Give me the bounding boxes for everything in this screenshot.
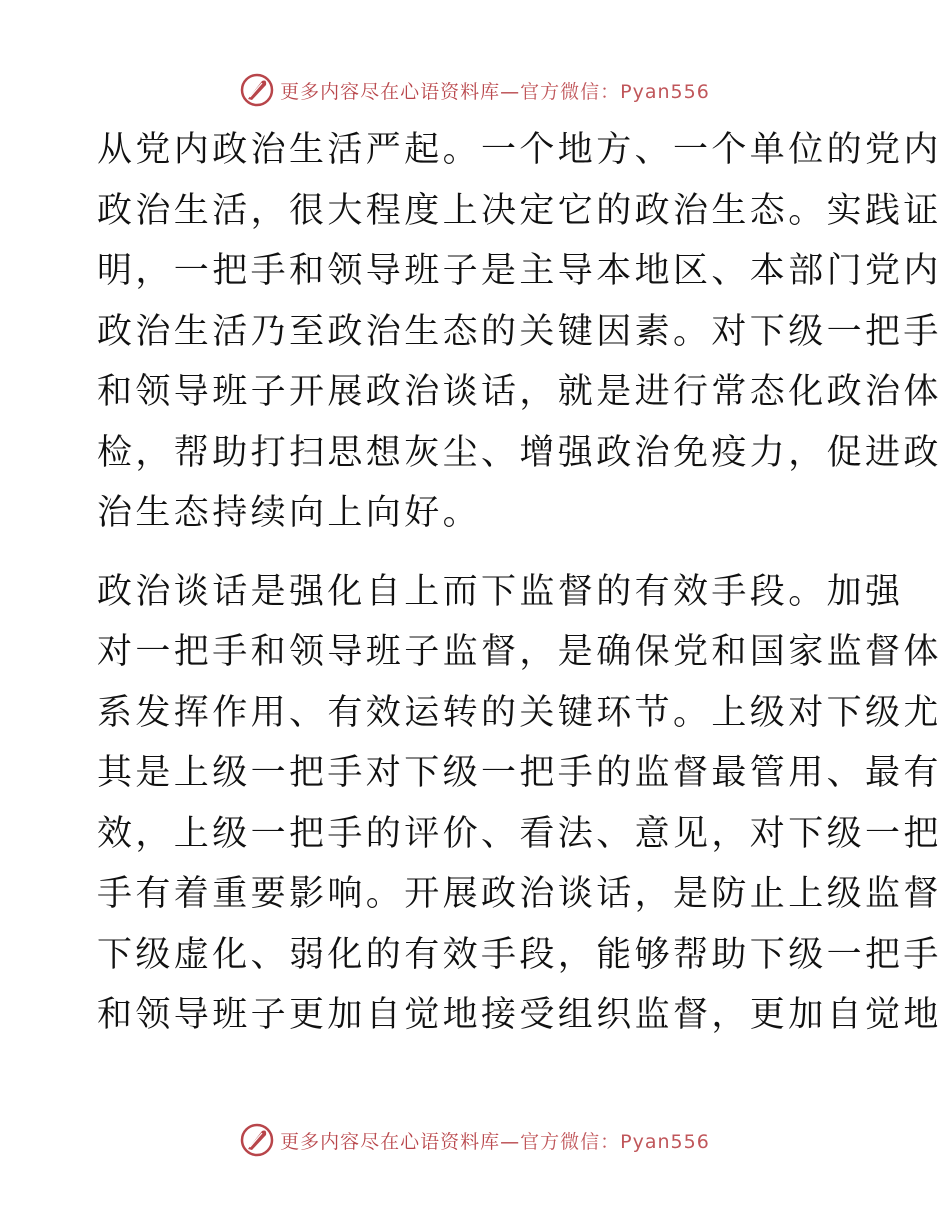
feather-pen-logo-icon xyxy=(240,1123,274,1157)
text-line: 从党内政治生活严起。一个地方、一个单位的党内 xyxy=(97,130,942,170)
header-banner-main: 更多内容尽在心语资料库 xyxy=(280,80,501,103)
text-line: 明，一把手和领导班子是主导本地区、本部门党内 xyxy=(97,251,942,291)
text-line: 检，帮助打扫思想灰尘、增强政治免疫力，促进政 xyxy=(97,432,942,473)
text-line: 政治生活乃至政治生态的关键因素。对下级一把手 xyxy=(97,311,942,352)
document-body xyxy=(97,120,942,1046)
text-line: 效，上级一把手的评价、看法、意见，对下级一把 xyxy=(97,813,942,854)
text-line: 其是上级一把手对下级一把手的监督最管用、最有 xyxy=(97,753,942,793)
header-banner-wechat: 官方微信：Pyan556 xyxy=(520,80,710,103)
text-line: 手有着重要影响。开展政治谈话，是防止上级监督 xyxy=(97,874,942,914)
paragraph-1 xyxy=(97,120,942,544)
text-line: 系发挥作用、有效运转的关键环节。上级对下级尤 xyxy=(97,692,942,733)
footer-banner-main: 更多内容尽在心语资料库 xyxy=(280,1130,501,1153)
footer-banner-text xyxy=(280,1127,710,1154)
header-banner-text xyxy=(280,77,710,104)
footer-banner-sep: — xyxy=(500,1130,521,1153)
text-line: 和领导班子开展政治谈话，就是进行常态化政治体 xyxy=(97,372,942,412)
feather-pen-logo-icon xyxy=(240,73,274,107)
footer-banner-wechat: 官方微信：Pyan556 xyxy=(520,1130,710,1153)
text-line: 治生态持续向上向好。 xyxy=(97,493,482,533)
text-line: 和领导班子更加自觉地接受组织监督，更加自觉地 xyxy=(97,995,942,1035)
paragraph-2 xyxy=(97,562,942,1046)
text-line: 政治生活，很大程度上决定它的政治生态。实践证 xyxy=(97,190,942,231)
footer-banner xyxy=(0,1120,950,1160)
text-line: 对一把手和领导班子监督，是确保党和国家监督体 xyxy=(97,632,942,672)
text-line: 政治谈话是强化自上而下监督的有效手段。加强 xyxy=(97,571,904,612)
paragraph-gap xyxy=(97,544,857,562)
text-line: 下级虚化、弱化的有效手段，能够帮助下级一把手 xyxy=(97,934,942,975)
header-banner xyxy=(0,70,950,110)
header-banner-sep: — xyxy=(500,80,521,103)
